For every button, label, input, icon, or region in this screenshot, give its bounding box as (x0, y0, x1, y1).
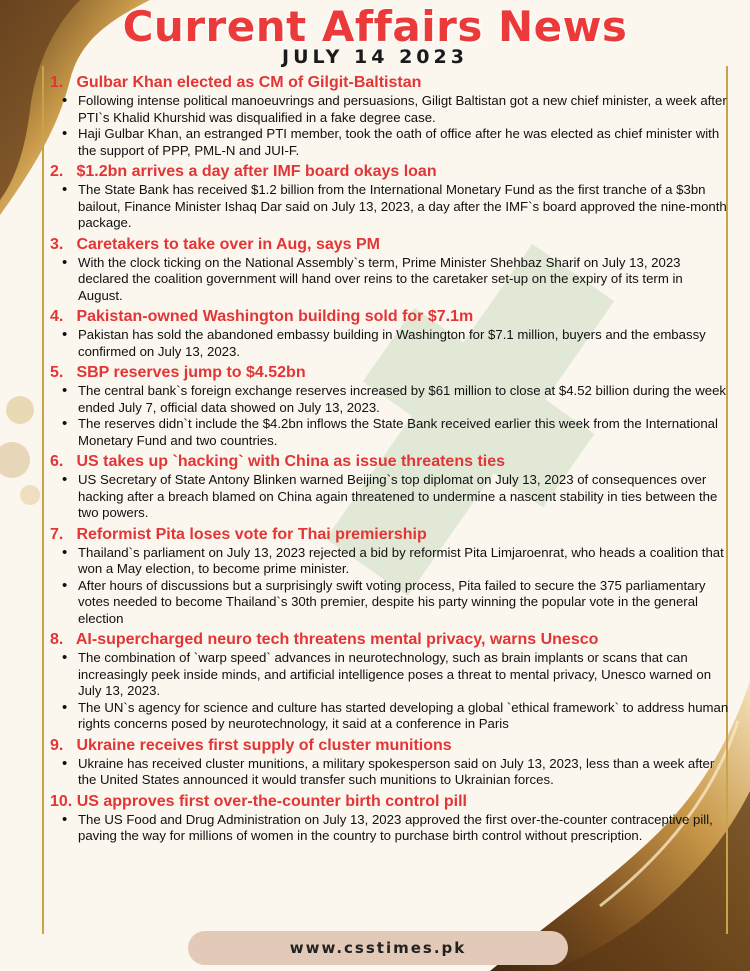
news-number: 3. (50, 235, 64, 253)
news-item (50, 306, 730, 362)
news-item (50, 629, 730, 735)
news-bullet: • Ukraine has received cluster munitions, a military spokesperson said on July 13, 2023, less than a week after the United States announced it would transfer such munitions to Ukrainian forces. (78, 756, 730, 789)
news-item (50, 735, 730, 791)
news-headline (50, 72, 730, 93)
news-list (50, 72, 730, 847)
news-item (50, 161, 730, 234)
news-headline-text: Caretakers to take over in Aug, says PM (76, 235, 380, 253)
news-bullet: • The UN`s agency for science and culture has started developing a global `ethical framework` to address human rights concerns posed by neurotechnology, it said at a conference in Paris (78, 700, 730, 733)
page-title: Current Affairs News (122, 2, 628, 51)
news-headline-text: US takes up `hacking` with China as issue threatens ties (76, 453, 506, 470)
news-bullets (50, 472, 730, 524)
news-bullet: • The central bank`s foreign exchange reserves increased by $61 million to close at $4.52 billion during the week ended July 7, official data showed on July 13, 2023. (78, 383, 730, 416)
news-bullets (50, 545, 730, 630)
news-number: 6. (50, 453, 64, 470)
news-bullets (50, 327, 730, 362)
news-bullet: • With the clock ticking on the National Assembly`s term, Prime Minister Shehbaz Sharif on July 13, 2023 declared the coalition government will hand over reins to the caretaker set-up on the expiry of its term in August. (78, 255, 730, 305)
news-headline (50, 306, 730, 327)
news-bullet: • Thailand`s parliament on July 13, 2023 rejected a bid by reformist Pita Limjaroenrat, who heads a coalition that won a May election, to become prime minister. (78, 545, 730, 578)
news-number: 7. (50, 525, 64, 543)
news-headline-text: US approves first over-the-counter birth control pill (76, 792, 467, 810)
news-number: 1. (50, 74, 64, 91)
news-headline (50, 451, 730, 472)
news-headline (50, 161, 730, 182)
news-headline (50, 791, 730, 812)
news-headline-text: Gulbar Khan elected as CM of Gilgit-Baltistan (76, 74, 422, 91)
news-bullet: • The combination of `warp speed` advances in neurotechnology, such as brain implants or scans that can increasingly peek inside minds, and artificial intelligence poses a threat to mental privacy, Unesco warned on July 13, 2023. (78, 650, 730, 700)
news-bullet: • Haji Gulbar Khan, an estranged PTI member, took the oath of office after he was elected as chief minister with the support of PPP, PML-N and JUI-F. (78, 126, 730, 159)
news-number: 5. (50, 364, 64, 381)
news-number: 4. (50, 308, 64, 325)
news-headline-text: SBP reserves jump to $4.52bn (76, 364, 306, 381)
gold-border-left (42, 66, 44, 934)
news-bullet: • US Secretary of State Antony Blinken warned Beijing`s top diplomat on July 13, 2023 of consequences over hacking after a breach blamed on China again threatened to undermine a nascent stability in ties between the two powers. (78, 472, 730, 522)
news-number: 9. (50, 736, 64, 754)
news-headline (50, 362, 730, 383)
news-item (50, 362, 730, 451)
news-item (50, 791, 730, 847)
news-headline (50, 629, 730, 650)
news-bullets (50, 812, 730, 847)
news-number: 10. (50, 792, 73, 810)
news-bullets (50, 383, 730, 451)
news-headline-text: Pakistan-owned Washington building sold for $7.1m (76, 308, 474, 325)
news-headline-text: AI-supercharged neuro tech threatens mental privacy, warns Unesco (75, 631, 599, 648)
news-number: 2. (50, 163, 64, 180)
news-bullet: • The State Bank has received $1.2 billion from the International Monetary Fund as the first tranche of a $3bn bailout, Finance Minister Ishaq Dar said on July 13, 2023, a day after the IMF`s board approved the nine-month package. (78, 182, 730, 232)
news-bullet: • The US Food and Drug Administration on July 13, 2023 approved the first over-the-counter contraceptive pill, paving the way for millions of women in the country to purchase birth control without prescription. (78, 812, 730, 845)
news-headline-text: Reformist Pita loses vote for Thai premiership (76, 525, 427, 543)
news-bullet: • Pakistan has sold the abandoned embassy building in Washington for $7.1 million, buyers and the embassy confirmed on July 13, 2023. (78, 327, 730, 360)
news-bullets (50, 650, 730, 735)
news-item (50, 72, 730, 161)
news-bullet: • The reserves didn`t include the $4.2bn inflows the State Bank received earlier this week from the International Monetary Fund and two countries. (78, 416, 730, 449)
news-item (50, 234, 730, 307)
page-date: JULY 14 2023 (282, 46, 468, 68)
news-number: 8. (50, 631, 64, 648)
news-headline (50, 735, 730, 756)
news-bullets (50, 756, 730, 791)
news-item (50, 451, 730, 524)
news-headline-text: $1.2bn arrives a day after IMF board okays loan (76, 163, 437, 180)
news-headline (50, 524, 730, 545)
news-bullets (50, 93, 730, 161)
news-bullets (50, 182, 730, 234)
news-bullet: • Following intense political manoeuvrings and persuasions, Giligt Baltistan got a new chief minister, a week after PTI`s Khalid Khurshid was disqualified in a fake degree case. (78, 93, 730, 126)
news-item (50, 524, 730, 630)
footer-website-link[interactable]: www.csstimes.pk (188, 931, 568, 965)
news-bullet: • After hours of discussions but a surprisingly swift voting process, Pita failed to secure the 375 parliamentary votes needed to become Thailand`s 30th premier, despite his party winning the popular vote in the general election (78, 578, 730, 628)
news-headline (50, 234, 730, 255)
news-bullets (50, 255, 730, 307)
news-headline-text: Ukraine receives first supply of cluster munitions (76, 736, 452, 754)
